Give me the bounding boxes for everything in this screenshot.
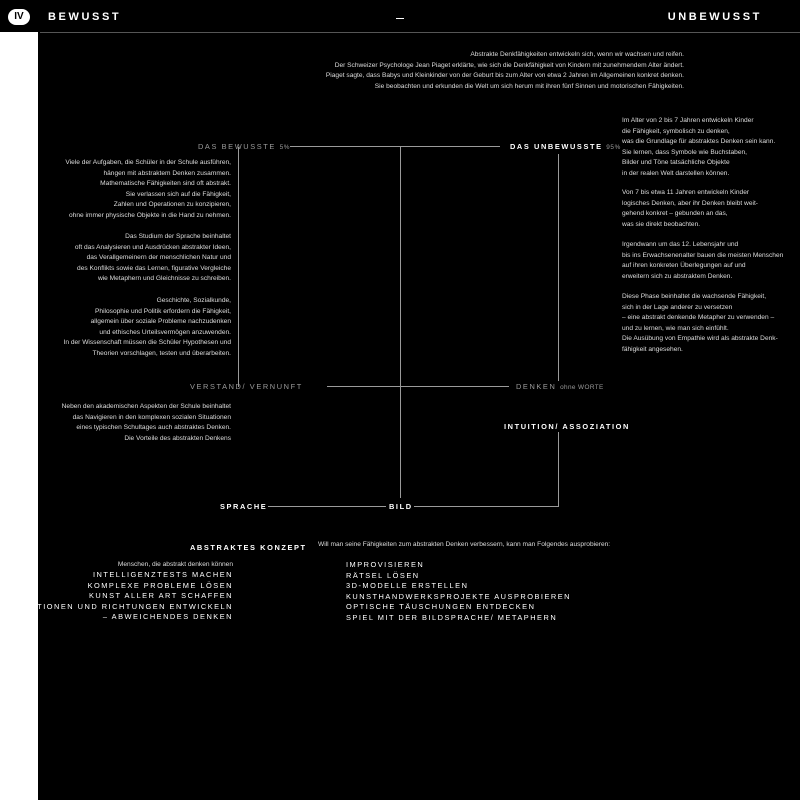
language-label: SPRACHE	[220, 502, 268, 511]
left-paragraph-4: Neben den akademischen Aspekten der Schule beinhaltet das Navigieren in den komplexen sozialen Situationen eines typischen Schultages auch abstraktes Denken. Die Vorteile des abstrakten Denkens	[61, 403, 231, 442]
bottom-left-line	[268, 506, 386, 507]
image-label: BILD	[389, 502, 413, 511]
right-vertical-line-top	[558, 154, 559, 381]
list-item: 3D-MODELLE ERSTELLEN	[346, 581, 469, 591]
list-item: OPTISCHE TÄUSCHUNGEN ENTDECKEN	[346, 602, 536, 612]
conscious-label: DAS BEWUSSTE 5%	[198, 142, 291, 151]
list-item: OPTIONEN UND RICHTUNGEN ENTWICKELN	[23, 601, 233, 611]
left-vertical-line	[238, 147, 239, 387]
list-item: IMPROVISIEREN	[346, 560, 425, 569]
right-paragraph-1: Im Alter von 2 bis 7 Jahren entwickeln Kinder die Fähigkeit, symbolisch zu denken, was die Grundlage für abstraktes Denken sein kann. Sie lernen, dass Symbole wie Buchstaben, Bilder und Töne tatsächliche Objekte in der realen Welt darstellen können.	[622, 117, 776, 177]
top-connector-line	[290, 146, 500, 147]
right-vertical-line-bottom	[558, 432, 559, 506]
list-item: KUNST ALLER ART SCHAFFEN	[88, 591, 233, 601]
improve-list	[346, 560, 606, 624]
header-rule	[40, 32, 800, 33]
center-vertical-line	[400, 146, 401, 498]
list-item: – ABWEICHENDES DENKEN	[102, 612, 233, 622]
concept-list	[3, 570, 233, 623]
thinking-label: DENKEN ohne WORTE	[516, 382, 604, 391]
left-paragraph-1: Viele der Aufgaben, die Schüler in der Schule ausführen, hängen mit abstraktem Denken zusammen. Mathematische Fähigkeiten sind oft abstrakt. Sie verlassen sich auf die Fähigkeit, Zahlen und Operationen zu konzipieren, ohne immer physische Objekte in die Hand zu nehmen.	[65, 159, 231, 219]
list-item: KUNSTHANDWERKSPROJEKTE AUSPROBIEREN	[346, 591, 571, 601]
list-item: KOMPLEXE PROBLEME LÖSEN	[87, 580, 233, 590]
list-item: INTELLIGENZTESTS MACHEN	[92, 570, 233, 579]
right-paragraph-2: Von 7 bis etwa 11 Jahren entwickeln Kinder logisches Denken, aber ihr Denken bleibt weit- gehend konkret – gebunden an das, was sie direkt beobachten.	[622, 189, 758, 228]
concept-title: ABSTRAKTES KONZEPT	[190, 543, 307, 552]
left-paragraph-2: Das Studium der Sprache beinhaltet oft das Analysieren und Ausdrücken abstrakter Ideen, das Verallgemeinern der menschlichen Natur und des Konflikts sowie das Lernen, figurative Vergleiche wie Metaphern und Gleichnisse zu schreiben.	[74, 233, 231, 283]
reason-label: VERSTAND/ VERNUNFT	[190, 382, 303, 391]
header-right-title: UNBEWUSST	[667, 11, 762, 23]
header-left-title: BEWUSST	[48, 11, 122, 23]
unconscious-label: DAS UNBEWUSSTE 95%	[510, 142, 621, 151]
improve-intro: Will man seine Fähigkeiten zum abstrakten Denken verbessern, kann man Folgendes ausprobieren:	[318, 541, 611, 548]
concept-intro: Menschen, die abstrakt denken können	[117, 561, 233, 568]
chapter-badge: IV	[8, 9, 30, 25]
right-paragraph-3: Irgendwann um das 12. Lebensjahr und bis ins Erwachsenenalter bauen die meisten Menschen auf ihren konkreten Überlegungen auf und erweitern sich zu abstraktem Denken.	[622, 241, 784, 280]
intuition-label: INTUITION/ ASSOZIATION	[504, 422, 630, 431]
list-item: SPIEL MIT DER BILDSPRACHE/ METAPHERN	[346, 612, 558, 622]
header-dash	[396, 18, 404, 19]
list-item: RÄTSEL LÖSEN	[346, 570, 420, 580]
intro-paragraph: Abstrakte Denkfähigkeiten entwickeln sich, wenn wir wachsen und reifen. Der Schweizer Psychologe Jean Piaget erklärte, wie sich die Denkfähigkeit von Kindern mit zunehmendem Alter ändert. Piaget sagte, dass Babys und Kleinkinder von der Geburt bis zum Alter von etwa 2 Jahren im Allgemeinen konkret denken. Sie beobachten und erkunden die Welt um sich herum mit ihren fünf Sinnen und motorischen Fähigkeiten.	[325, 51, 684, 90]
right-paragraph-4: Diese Phase beinhaltet die wachsende Fähigkeit, sich in der Lage anderer zu versetzen – eine abstrakt denkende Metapher zu verwenden – und zu lernen, wie man sich einfühlt. Die Ausübung von Empathie wird als abstrakte Denk- fähigkeit angesehen.	[622, 293, 778, 353]
bottom-right-line	[414, 506, 559, 507]
middle-horizontal-line	[327, 386, 509, 387]
left-paragraph-3: Geschichte, Sozialkunde, Philosophie und Politik erfordern die Fähigkeit, allgemein über soziale Probleme nachzudenken und ethisches Urteilsvermögen anzuwenden. In der Wissenschaft müssen die Schüler Hypothesen und Theorien vorschlagen, testen und überarbeiten.	[63, 297, 231, 357]
